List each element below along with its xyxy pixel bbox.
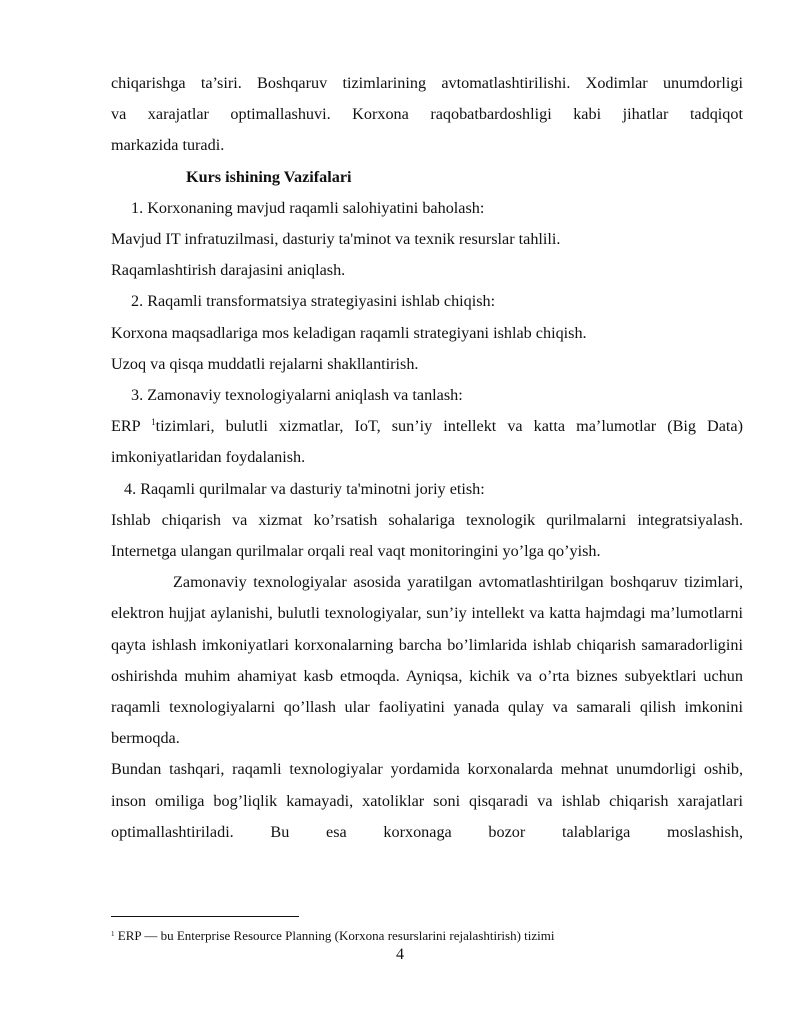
document-body — [111, 68, 743, 848]
technology-paragraph: Zamonaviy texnologiyalar asosida yaratilgan avtomatlashtirilgan boshqaruv tizimlari, elektron hujjat aylanishi, bulutli texnologiyalar, sun’iy intellekt va katta hajmdagi ma’lumotlarni qayta ishlash imkoniyatlari korxonalarning barcha bo’limlarida ishlab chiqarish samaradorligini oshirishda muhim ahamiyat kasb etmoqda. Ayniqsa, kichik va o’rta biznes subyektlari uchun raqamli texnologiyalarni qo’llash ular faoliyatini yanada qulay va samarali qilish imkonini bermoqda. — [111, 573, 743, 748]
task-2-line-1: Korxona maqsadlariga mos keladigan raqamli strategiyani ishlab chiqish. — [111, 323, 587, 342]
footnote-reference[interactable]: 1 — [151, 417, 156, 428]
task-3-line-1-rest: tizimlari, bulutli xizmatlar, IoT, sun’iy intellekt va katta ma’lumotlar (Big Data) — [155, 417, 743, 436]
intro-line-3: markazida turadi. — [111, 136, 225, 155]
additional-paragraph: Bundan tashqari, raqamli texnologiyalar yordamida korxonalarda mehnat unumdorligi oshib, inson omiliga bog’liqlik kamayadi, xatoliklar soni qisqaradi va ishlab chiqarish xarajatlari optimallashtiriladi. Bu esa korxonaga bozor talablariga moslashish, — [111, 760, 743, 841]
intro-line-1: chiqarishga ta’siri. Boshqaruv tizimlarining avtomatlashtirilishi. Xodimlar unumdorligi — [111, 74, 743, 92]
task-1-line-1: Mavjud IT infratuzilmasi, dasturiy ta'minot va texnik resurslar tahlili. — [111, 230, 561, 249]
task-1-line-2: Raqamlashtirish darajasini aniqlash. — [111, 261, 346, 280]
section-heading: Kurs ishining Vazifalari — [186, 167, 352, 186]
task-4-body: Ishlab chiqarish va xizmat ko’rsatish sohalariga texnologik qurilmalarni integratsiyalash. Internetga ulangan qurilmalar orqali real vaqt monitoringini yo’lga qo’yish. — [111, 510, 743, 561]
task-2-line-2: Uzoq va qisqa muddatli rejalarni shakllantirish. — [111, 354, 419, 373]
intro-line-2: va xarajatlar optimallashuvi. Korxona raqobatbardoshligi kabi jihatlar tadqiqot — [111, 105, 743, 124]
task-4-title: 4. Raqamli qurilmalar va dasturiy ta'minotni joriy etish: — [124, 479, 485, 498]
footnote-divider — [111, 916, 299, 917]
task-1-title: 1. Korxonaning mavjud raqamli salohiyatini baholash: — [131, 198, 485, 217]
page-number: 4 — [396, 946, 404, 963]
footnote-text: ERP — bu Enterprise Resource Planning (Korxona resurslarini rejalashtirish) tizimi — [117, 928, 555, 943]
footnote-marker: 1 — [111, 930, 115, 938]
task-3-line-1 — [111, 411, 743, 442]
footnote — [111, 928, 554, 944]
erp-term: ERP — [111, 417, 141, 436]
task-3-line-2: imkoniyatlaridan foydalanish. — [111, 448, 306, 467]
task-2-title: 2. Raqamli transformatsiya strategiyasini ishlab chiqish: — [131, 292, 496, 311]
task-3-title: 3. Zamonaviy texnologiyalarni aniqlash va tanlash: — [131, 386, 463, 405]
